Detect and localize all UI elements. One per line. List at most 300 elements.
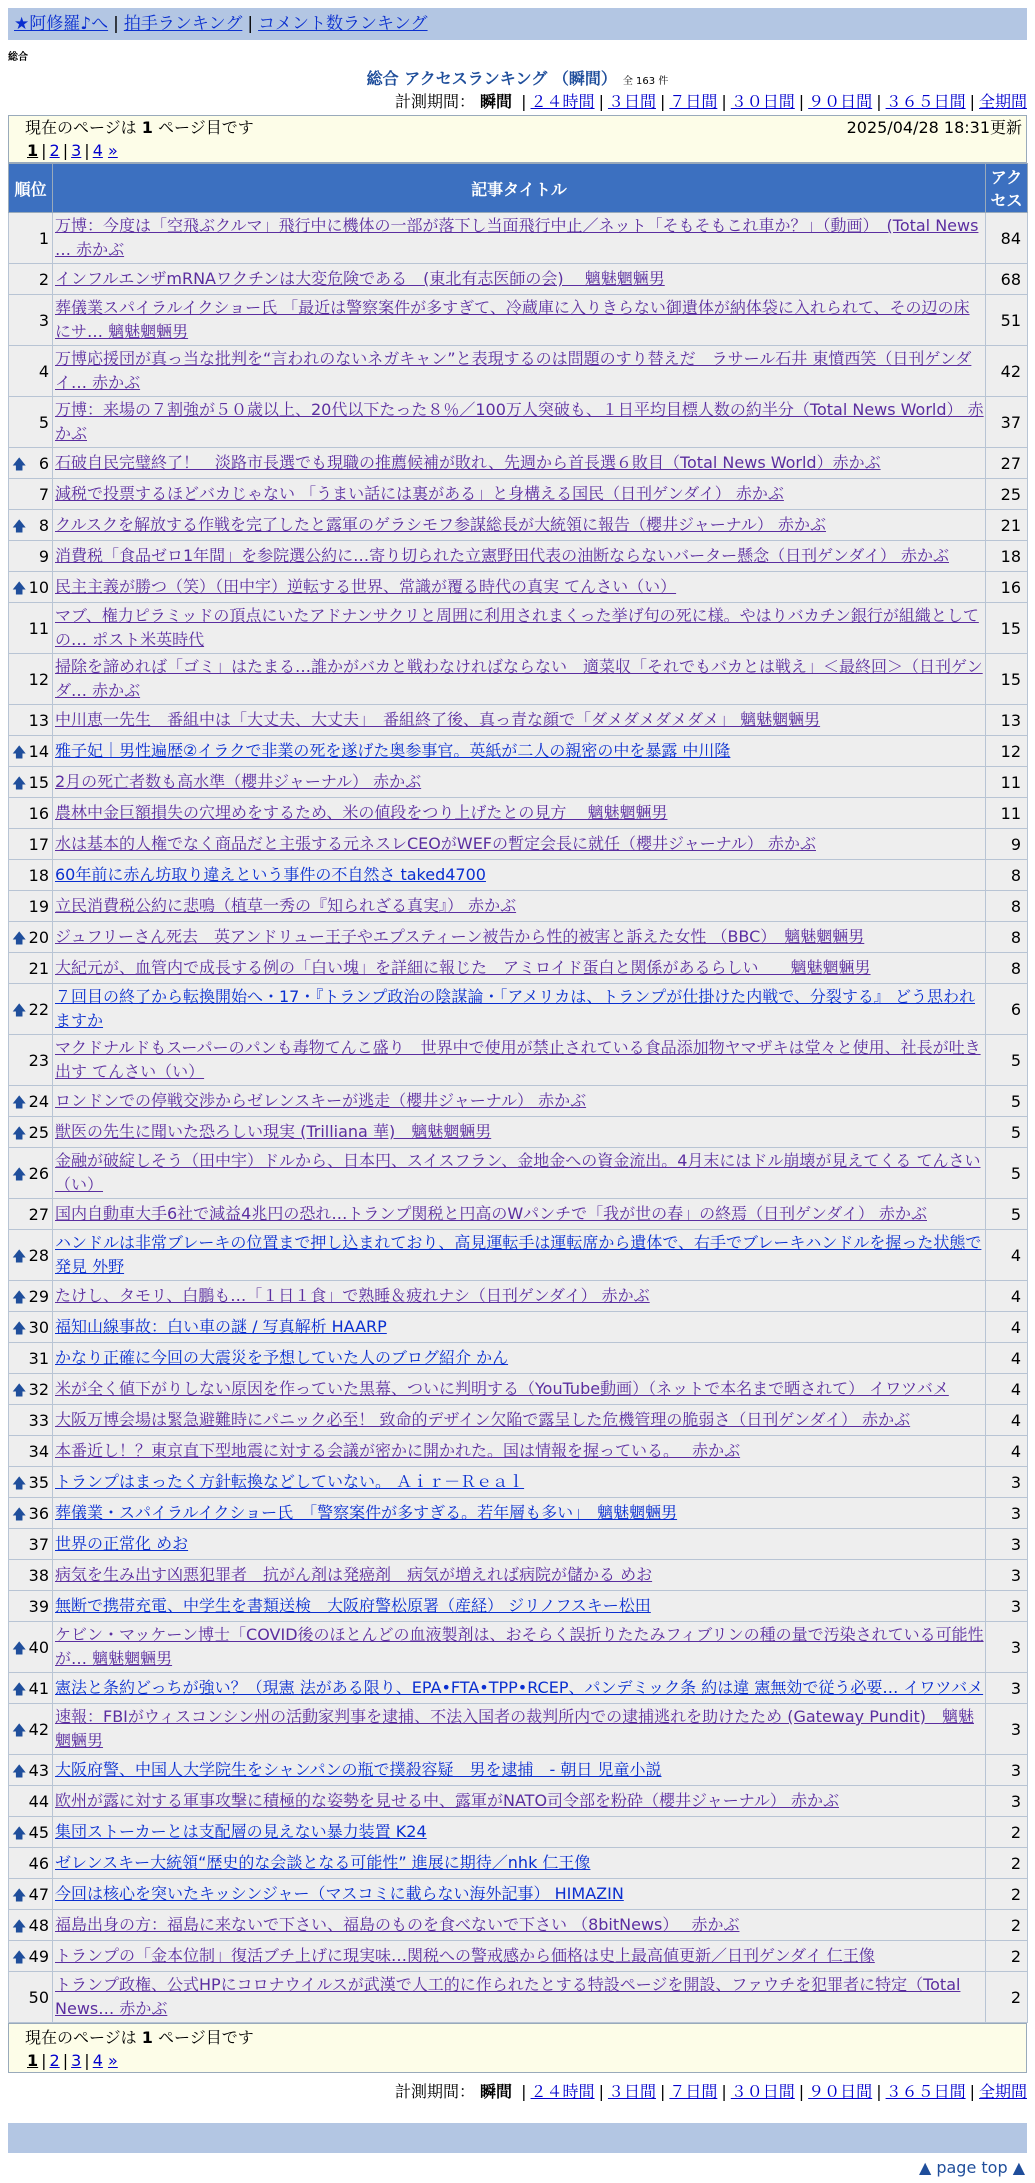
- pager-page-link[interactable]: 2: [49, 2051, 60, 2070]
- period-separator: |: [659, 92, 666, 111]
- rank-number: 23: [28, 1050, 49, 1070]
- article-title-link[interactable]: 大阪万博会場は緊急避難時にパニック必至！ 致命的デザイン欠陥で露呈した危機管理の脆弱さ（日刊ゲンダイ） 赤かぶ: [55, 1410, 911, 1429]
- ranking-row: [9, 829, 1028, 860]
- title-cell: [53, 1817, 986, 1848]
- rank-cell: [9, 346, 53, 397]
- rank-up-arrow-icon: 🡅: [12, 1887, 27, 1904]
- period-link[interactable]: ７日間: [669, 2082, 718, 2101]
- rank-cell: [9, 1972, 53, 2023]
- access-count: 12: [986, 736, 1028, 767]
- article-title-link[interactable]: 病気を生み出す凶悪犯罪者 抗がん剤は発癌剤 病気が増えれば病院が儲かる めお: [55, 1565, 653, 1584]
- article-title-link[interactable]: 米が全く値下がりしない原因を作っていた黒幕、ついに判明する（YouTube動画）（ネットで本名まで晒されて） イワツバメ: [55, 1379, 949, 1398]
- access-count: 8: [986, 922, 1028, 953]
- title-cell: [53, 767, 986, 798]
- article-title-link[interactable]: 万博：来場の７割強が５０歳以上、20代以下たった８％／100万人突破も、１日平均目標人数の約半分（Total News World） 赤かぶ: [55, 400, 984, 443]
- article-title-link[interactable]: 無断で携帯充電、中学生を書類送検 大阪府警松原署（産経） ジリノフスキー松田: [55, 1596, 651, 1615]
- access-count: 5: [986, 1035, 1028, 1086]
- rank-cell: [9, 541, 53, 572]
- access-count: 4: [986, 1230, 1028, 1281]
- period-separator: |: [798, 2082, 805, 2101]
- rank-number: 35: [28, 1472, 49, 1492]
- page-indicator-bottom: 現在のページは 1 ページ目です: [25, 2028, 254, 2047]
- rank-cell: [9, 767, 53, 798]
- title-cell: [53, 1467, 986, 1498]
- period-selector-bottom: [8, 2079, 1027, 2105]
- nav-home-link[interactable]: ★阿修羅♪へ: [14, 14, 109, 34]
- article-title-link[interactable]: 葬儀業・スパイラルイクショー氏 「警察案件が多すぎる。若年層も多い」 魑魅魍魎男: [55, 1503, 678, 1522]
- ranking-row: [9, 1148, 1028, 1199]
- rank-cell: [9, 1941, 53, 1972]
- rank-number: 10: [28, 577, 49, 597]
- ranking-row: [9, 1374, 1028, 1405]
- rank-number: 47: [28, 1884, 49, 1904]
- rank-cell: [9, 1312, 53, 1343]
- ranking-row: [9, 1343, 1028, 1374]
- pager-separator: |: [41, 2051, 47, 2070]
- page-top-link[interactable]: ▲ page top ▲: [918, 2158, 1025, 2177]
- ranking-row: [9, 213, 1028, 264]
- title-cell: [53, 798, 986, 829]
- ranking-row: [9, 1591, 1028, 1622]
- title-cell: [53, 1622, 986, 1673]
- rank-cell: [9, 1148, 53, 1199]
- title-cell: [53, 541, 986, 572]
- ranking-row: [9, 736, 1028, 767]
- title-cell: [53, 1972, 986, 2023]
- rank-cell: [9, 1673, 53, 1704]
- period-separator: |: [721, 92, 727, 111]
- ranking-row: [9, 1086, 1028, 1117]
- article-title-link[interactable]: 今回は核心を突いたキッシンジャー（マスコミに載らない海外記事） HIMAZIN: [55, 1884, 624, 1903]
- access-count: 18: [986, 541, 1028, 572]
- period-separator: |: [598, 2082, 604, 2101]
- access-count: 2: [986, 1941, 1028, 1972]
- access-count: 2: [986, 1817, 1028, 1848]
- ranking-row: [9, 1704, 1028, 1755]
- rank-cell: [9, 1704, 53, 1755]
- article-title-link[interactable]: ケビン・マッケーン博士「COVID後のほとんどの血液製剤は、おそらく誤折りたたみフィブリンの種の量で汚染されている可能性が… 魑魅魍魎男: [55, 1625, 984, 1668]
- rank-number: 12: [28, 669, 49, 689]
- pager-next-link[interactable]: »: [107, 2051, 118, 2070]
- rank-number: 32: [28, 1379, 49, 1399]
- access-count: 15: [986, 603, 1028, 654]
- article-title-link[interactable]: ゼレンスキー大統領“歴史的な会談となる可能性” 進展に期待／nhk 仁王像: [55, 1853, 591, 1872]
- page: [8, 8, 1027, 2183]
- article-title-link[interactable]: トランプの「金本位制」復活ブチ上げに現実味…関税への警戒感から価格は史上最高値更新／日刊ゲンダイ 仁王像: [55, 1946, 875, 1965]
- access-count: 5: [986, 1117, 1028, 1148]
- ranking-row: [9, 479, 1028, 510]
- rank-number: 14: [28, 741, 49, 761]
- rank-up-arrow-icon: 🡅: [12, 1382, 27, 1399]
- title-cell: [53, 1673, 986, 1704]
- article-title-link[interactable]: 水は基本的人権でなく商品だと主張する元ネスレCEOがWEFの暫定会長に就任（櫻井ジャーナル） 赤かぶ: [55, 834, 816, 853]
- rank-number: 33: [28, 1410, 49, 1430]
- ranking-row: [9, 1498, 1028, 1529]
- article-title-link[interactable]: かなり正確に今回の大震災を予想していた人のブログ紹介 かん: [55, 1348, 509, 1367]
- pager-separator: |: [84, 2051, 90, 2070]
- title-cell: [53, 829, 986, 860]
- period-separator: |: [598, 92, 604, 111]
- article-title-link[interactable]: 速報：FBIがウィスコンシン州の活動家判事を逮捕、不法入国者の裁判所内での逮捕逃れを助けたため (Gateway Pundit) 魑魅魍魎男: [55, 1707, 974, 1750]
- article-title-link[interactable]: 欧州が露に対する軍事攻撃に積極的な姿勢を見せる中、露軍がNATO司令部を粉砕（櫻井ジャーナル） 赤かぶ: [55, 1791, 840, 1810]
- pager-next-link[interactable]: »: [107, 141, 118, 160]
- pager-top: [9, 140, 1026, 162]
- access-count: 3: [986, 1673, 1028, 1704]
- access-count: 6: [986, 984, 1028, 1035]
- access-count: 4: [986, 1312, 1028, 1343]
- rank-number: 18: [28, 865, 49, 885]
- title-cell: [53, 1281, 986, 1312]
- rank-number: 11: [28, 618, 49, 638]
- period-link[interactable]: ９０日間: [808, 92, 873, 111]
- access-count: 5: [986, 1148, 1028, 1199]
- article-title-link[interactable]: 農林中金巨額損失の穴埋めをするため、米の値段をつり上げたとの見方 魑魅魍魎男: [55, 803, 668, 822]
- rank-cell: [9, 295, 53, 346]
- rank-number: 3: [38, 310, 49, 330]
- article-title-link[interactable]: 世界の正常化 めお: [55, 1534, 189, 1553]
- access-count: 37: [986, 397, 1028, 448]
- title-cell: [53, 891, 986, 922]
- article-title-link[interactable]: 民主主義が勝つ（笑）（田中宇）逆転する世界、常識が覆る時代の真実 てんさい（い）: [55, 577, 677, 596]
- pager-page-link[interactable]: 3: [71, 2051, 82, 2070]
- ranking-row: [9, 1786, 1028, 1817]
- article-title-link[interactable]: トランプはまったく方針転換などしていない。 Ａｉｒ－Ｒｅａｌ: [55, 1472, 525, 1491]
- article-title-link[interactable]: ７回目の終了から転換開始へ・17・『トランプ政治の陰謀論・「アメリカは、トランプが仕掛けた内戦で、分裂する』 どう思われますか: [55, 987, 976, 1030]
- rank-number: 34: [28, 1441, 49, 1461]
- article-title-link[interactable]: 集団ストーカーとは支配層の見えない暴力装置 K24: [55, 1822, 427, 1841]
- title-cell: [53, 1704, 986, 1755]
- rank-cell: [9, 1786, 53, 1817]
- ranking-row: [9, 1117, 1028, 1148]
- period-separator: |: [659, 2082, 666, 2101]
- period-separator: |: [969, 2082, 975, 2101]
- access-count: 4: [986, 1343, 1028, 1374]
- access-count: 4: [986, 1281, 1028, 1312]
- period-separator: |: [969, 92, 975, 111]
- title-cell: [53, 1117, 986, 1148]
- title-cell: [53, 1786, 986, 1817]
- rank-cell: [9, 1622, 53, 1673]
- ranking-row: [9, 603, 1028, 654]
- article-title-link[interactable]: 立民消費税公約に悲鳴（植草一秀の『知られざる真実』） 赤かぶ: [55, 896, 517, 915]
- title-cell: [53, 397, 986, 448]
- rank-cell: [9, 953, 53, 984]
- rank-number: 31: [28, 1348, 49, 1368]
- period-link[interactable]: 全期間: [978, 2082, 1027, 2101]
- access-count: 4: [986, 1405, 1028, 1436]
- rank-cell: [9, 1035, 53, 1086]
- pager-page-link[interactable]: 3: [71, 141, 82, 160]
- rank-cell: [9, 829, 53, 860]
- title-cell: [53, 736, 986, 767]
- ranking-row: [9, 767, 1028, 798]
- rank-number: 43: [28, 1760, 49, 1780]
- rank-up-arrow-icon: 🡅: [12, 580, 27, 597]
- info-box-top: [8, 115, 1027, 163]
- title-cell: [53, 1755, 986, 1786]
- period-link[interactable]: ２４時間: [530, 92, 595, 111]
- rank-cell: [9, 1879, 53, 1910]
- rank-up-arrow-icon: 🡅: [12, 1289, 27, 1306]
- ranking-row: [9, 346, 1028, 397]
- ranking-row: [9, 1941, 1028, 1972]
- rank-header: 順位: [9, 164, 53, 213]
- rank-number: 5: [38, 412, 49, 432]
- title-cell: [53, 1848, 986, 1879]
- info-box-bottom: [8, 2023, 1027, 2073]
- page-top: [8, 2153, 1027, 2183]
- rank-cell: [9, 479, 53, 510]
- title-cell: [53, 1374, 986, 1405]
- ranking-row: [9, 1199, 1028, 1230]
- access-count: 21: [986, 510, 1028, 541]
- rank-up-arrow-icon: 🡅: [12, 456, 27, 473]
- article-title-link[interactable]: 万博応援団が真っ当な批判を“言われのないネガキャン”と表現するのは問題のすり替えだ ラサール石井 東憤西笑（日刊ゲンダイ… 赤かぶ: [55, 349, 972, 392]
- article-title-link[interactable]: ジュフリーさん死去 英アンドリュー王子やエプスティーン被告から性的被害と訴えた女性 （BBC） 魑魅魍魎男: [55, 927, 865, 946]
- rank-up-arrow-icon: 🡅: [12, 1320, 27, 1337]
- rank-cell: [9, 1529, 53, 1560]
- rank-up-arrow-icon: 🡅: [12, 518, 27, 535]
- article-title-link[interactable]: マブ、権力ピラミッドの頂点にいたアドナンサクリと周囲に利用されまくった挙げ句の死に様。やはりバカチン銀行が組織としての… ポスト米英時代: [55, 606, 979, 649]
- access-count: 5: [986, 1199, 1028, 1230]
- ranking-row: [9, 1848, 1028, 1879]
- pager-current: 1: [27, 2051, 39, 2070]
- title-cell: [53, 510, 986, 541]
- article-title-link[interactable]: 減税で投票するほどバカじゃない 「うまい話には裏がある」と身構える国民（日刊ゲンダイ） 赤かぶ: [55, 484, 784, 503]
- article-title-link[interactable]: インフルエンザmRNAワクチンは大変危険である (東北有志医師の会) 魑魅魍魎男: [55, 269, 665, 288]
- rank-cell: [9, 1086, 53, 1117]
- rank-up-arrow-icon: 🡅: [12, 1248, 27, 1265]
- access-count: 2: [986, 1879, 1028, 1910]
- article-title-link[interactable]: 掃除を諦めれば「ゴミ」はたまる…誰かがバカと戦わなければならない 適菜収「それでもバカとは戦え」＜最終回＞（日刊ゲンダ… 赤かぶ: [55, 657, 983, 700]
- rank-cell: [9, 1848, 53, 1879]
- pager-separator: |: [84, 141, 90, 160]
- article-title-link[interactable]: 国内自動車大手6社で減益4兆円の恐れ…トランプ関税と円高のWパンチで「我が世の春」の終焉（日刊ゲンダイ） 赤かぶ: [55, 1204, 927, 1223]
- rank-number: 4: [38, 361, 49, 381]
- rank-cell: [9, 1230, 53, 1281]
- article-title-link[interactable]: ハンドルは非常ブレーキの位置まで押し込まれており、高見運転手は運転席から遺体で、右手でブレーキハンドルを握った状態で発見 外野: [55, 1233, 982, 1276]
- title-cell: [53, 572, 986, 603]
- title-cell: [53, 479, 986, 510]
- rank-up-arrow-icon: 🡅: [12, 1002, 27, 1019]
- article-title-link[interactable]: 60年前に赤ん坊取り違えという事件の不自然さ taked4700: [55, 865, 486, 884]
- title-cell: [53, 654, 986, 705]
- period-link[interactable]: ２４時間: [530, 2082, 595, 2101]
- rank-number: 44: [28, 1791, 49, 1811]
- article-title-link[interactable]: 憲法と条約どっちが強い？（現憲 法がある限り、EPA•FTA•TPP•RCEP、パンデミック条 約は違 憲無効で従う必要… イワツバメ: [55, 1678, 984, 1697]
- rank-cell: [9, 603, 53, 654]
- article-title-link[interactable]: 葬儀業スパイラルイクショー氏 「最近は警察案件が多すぎて、冷蔵庫に入りきらない御遺体が納体袋に入れられて、その辺の床にサ… 魑魅魍魎男: [55, 298, 970, 341]
- rank-up-arrow-icon: 🡅: [12, 930, 27, 947]
- period-link[interactable]: 全期間: [978, 92, 1027, 111]
- period-separator: |: [521, 92, 527, 111]
- access-count: 11: [986, 767, 1028, 798]
- period-link[interactable]: ３６５日間: [885, 2082, 966, 2101]
- access-count: 3: [986, 1529, 1028, 1560]
- period-separator: |: [876, 2082, 882, 2101]
- top-nav: [8, 8, 1027, 40]
- article-title-link[interactable]: たけし、タモリ、白鵬も…「１日１食」で熟睡＆疲れナシ（日刊ゲンダイ） 赤かぶ: [55, 1286, 650, 1305]
- article-title-link[interactable]: マクドナルドもスーパーのパンも毒物てんこ盛り 世界中で使用が禁止されている食品添加物ヤマザキは堂々と使用、社長が吐き出す てんさい（い）: [55, 1038, 981, 1081]
- rank-cell: [9, 397, 53, 448]
- article-title-link[interactable]: クルスクを解放する作戦を完了したと露軍のゲラシモフ参謀総長が大統領に報告（櫻井ジャーナル） 赤かぶ: [55, 515, 827, 534]
- article-title-link[interactable]: 万博：今度は「空飛ぶクルマ」飛行中に機体の一部が落下し当面飛行中止／ネット「そもそもこれ車か？」（動画） (Total News … 赤かぶ: [55, 216, 979, 259]
- ranking-row: [9, 1230, 1028, 1281]
- rank-number: 46: [28, 1853, 49, 1873]
- rank-cell: [9, 654, 53, 705]
- article-title-link[interactable]: ロンドンでの停戦交渉からゼレンスキーが逃走（櫻井ジャーナル） 赤かぶ: [55, 1091, 587, 1110]
- title-cell: [53, 1199, 986, 1230]
- ranking-row: [9, 1281, 1028, 1312]
- rank-up-arrow-icon: 🡅: [12, 1722, 27, 1739]
- rank-number: 24: [28, 1091, 49, 1111]
- rank-number: 42: [28, 1719, 49, 1739]
- rank-up-arrow-icon: 🡅: [12, 775, 27, 792]
- article-title-link[interactable]: 獣医の先生に聞いた恐ろしい現実 (Trilliana 華) 魑魅魍魎男: [55, 1122, 492, 1141]
- ranking-row: [9, 1529, 1028, 1560]
- nav-comment-ranking-link[interactable]: コメント数ランキング: [258, 14, 428, 34]
- rank-number: 22: [28, 999, 49, 1019]
- rank-cell: [9, 213, 53, 264]
- rank-cell: [9, 448, 53, 479]
- article-title-link[interactable]: 消費税「食品ゼロ1年間」を参院選公約に…寄り切られた立憲野田代表の油断ならないバーター懸念（日刊ゲンダイ） 赤かぶ: [55, 546, 949, 565]
- rank-number: 36: [28, 1503, 49, 1523]
- article-title-link[interactable]: 2月の死亡者数も高水準（櫻井ジャーナル） 赤かぶ: [55, 772, 422, 791]
- article-title-link[interactable]: 石破自民完璧終了！ 淡路市長選でも現職の推薦候補が敗れ、先週から首長選６敗目（Total News World）赤かぶ: [55, 453, 881, 472]
- period-link[interactable]: ３日間: [607, 92, 656, 111]
- access-count: 27: [986, 448, 1028, 479]
- article-title-link[interactable]: 本番近し！？東京直下型地震に対する会議が密かに開かれた。国は情報を握っている。 赤かぶ: [55, 1441, 741, 1460]
- access-count: 25: [986, 479, 1028, 510]
- rank-up-arrow-icon: 🡅: [12, 1125, 27, 1142]
- pager-page-link[interactable]: 4: [92, 2051, 103, 2070]
- period-current: 瞬間: [480, 92, 513, 111]
- rank-cell: [9, 1374, 53, 1405]
- count-header: アクセス: [986, 164, 1028, 213]
- rank-cell: [9, 264, 53, 295]
- updated-time: 2025/04/28 18:31更新: [846, 118, 1022, 137]
- rank-cell: [9, 1343, 53, 1374]
- pager-bottom: [9, 2050, 1026, 2072]
- rank-number: 26: [28, 1163, 49, 1183]
- access-count: 3: [986, 1591, 1028, 1622]
- ranking-table: [8, 163, 1028, 2023]
- ranking-row: [9, 264, 1028, 295]
- total-count: 全 163 件: [622, 76, 669, 87]
- rank-number: 39: [28, 1596, 49, 1616]
- period-separator: |: [876, 92, 882, 111]
- title-cell: [53, 1405, 986, 1436]
- rank-number: 20: [28, 927, 49, 947]
- pager-separator: |: [62, 141, 69, 160]
- title-cell: [53, 1312, 986, 1343]
- rank-cell: [9, 572, 53, 603]
- period-separator: |: [521, 2082, 527, 2101]
- rank-number: 9: [38, 546, 49, 566]
- access-count: 8: [986, 860, 1028, 891]
- rank-number: 6: [38, 453, 49, 473]
- ranking-row: [9, 984, 1028, 1035]
- ranking-row: [9, 1436, 1028, 1467]
- rank-up-arrow-icon: 🡅: [12, 1640, 27, 1657]
- ranking-row: [9, 448, 1028, 479]
- article-title-link[interactable]: 大阪府警、中国人大学院生をシャンパンの瓶で撲殺容疑 男を逮捕 - 朝日 児童小説: [55, 1760, 662, 1779]
- rank-number: 7: [38, 484, 49, 504]
- pager-page-link[interactable]: 4: [92, 141, 103, 160]
- rank-up-arrow-icon: 🡅: [12, 1094, 27, 1111]
- ranking-row: [9, 1405, 1028, 1436]
- period-label: 計測期間：: [394, 92, 475, 111]
- title-cell: [53, 1436, 986, 1467]
- rank-up-arrow-icon: 🡅: [12, 1825, 27, 1842]
- rank-number: 13: [28, 710, 49, 730]
- article-title-link[interactable]: 中川恵一先生 番組中は「大丈夫、大丈夫」 番組終了後、真っ青な顔で「ダメダメダメダメ」 魑魅魍魎男: [55, 710, 821, 729]
- ranking-row: [9, 541, 1028, 572]
- rank-up-arrow-icon: 🡅: [12, 1166, 27, 1183]
- title-cell: [53, 1086, 986, 1117]
- title-cell: [53, 1910, 986, 1941]
- ranking-row: [9, 1755, 1028, 1786]
- article-title-link[interactable]: 雅子妃｜男性遍歴②イラクで非業の死を遂げた奥参事官。英紙が二人の親密の中を暴露 中川隆: [55, 741, 731, 760]
- title-cell: [53, 448, 986, 479]
- period-link[interactable]: ７日間: [669, 92, 718, 111]
- period-link[interactable]: ３０日間: [730, 2082, 795, 2101]
- rank-cell: [9, 1117, 53, 1148]
- article-title-link[interactable]: 福島出身の方：福島に来ないで下さい、福島のものを食べないで下さい （8bitNews） 赤かぶ: [55, 1915, 740, 1934]
- title-cell: [53, 295, 986, 346]
- period-link[interactable]: ９０日間: [808, 2082, 873, 2101]
- access-count: 16: [986, 572, 1028, 603]
- rank-number: 29: [28, 1286, 49, 1306]
- title-cell: [53, 213, 986, 264]
- rank-cell: [9, 1591, 53, 1622]
- article-title-link[interactable]: トランプ政権、公式HPにコロナウイルスが武漢で人工的に作られたとする特設ページを開設、ファウチを犯罪者に特定（Total News… 赤かぶ: [55, 1975, 961, 2018]
- access-count: 3: [986, 1786, 1028, 1817]
- rank-number: 16: [28, 803, 49, 823]
- period-separator: |: [798, 92, 805, 111]
- rank-number: 30: [28, 1317, 49, 1337]
- period-current: 瞬間: [480, 2082, 513, 2101]
- page-title: 総合 アクセスランキング （瞬間）: [366, 69, 617, 88]
- period-link[interactable]: ３６５日間: [885, 92, 966, 111]
- period-link[interactable]: ３日間: [607, 2082, 656, 2101]
- title-cell: [53, 1498, 986, 1529]
- rank-up-arrow-icon: 🡅: [12, 744, 27, 761]
- article-title-link[interactable]: 金融が破綻しそう（田中宇）ドルから、日本円、スイスフラン、金地金への資金流出。4月末にはドル崩壊が見えてくる てんさい（い）: [55, 1151, 981, 1194]
- article-title-link[interactable]: 大紀元が、血管内で成長する例の「白い塊」を詳細に報じた アミロイド蛋白と関係があるらしい 魑魅魍魎男: [55, 958, 871, 977]
- access-count: 3: [986, 1498, 1028, 1529]
- ranking-row: [9, 1673, 1028, 1704]
- access-count: 51: [986, 295, 1028, 346]
- rank-number: 19: [28, 896, 49, 916]
- access-count: 3: [986, 1467, 1028, 1498]
- rank-cell: [9, 798, 53, 829]
- title-cell: [53, 1343, 986, 1374]
- title-cell: [53, 953, 986, 984]
- nav-applause-ranking-link[interactable]: 拍手ランキング: [123, 14, 243, 34]
- ranking-row: [9, 1560, 1028, 1591]
- pager-page-link[interactable]: 2: [49, 141, 60, 160]
- title-cell: [53, 1230, 986, 1281]
- period-link[interactable]: ３０日間: [730, 92, 795, 111]
- ranking-row: [9, 1312, 1028, 1343]
- title-cell: [53, 1941, 986, 1972]
- article-title-link[interactable]: 福知山線事故：白い車の謎 / 写真解析 HAARP: [55, 1317, 387, 1336]
- access-count: 2: [986, 1848, 1028, 1879]
- period-links: [517, 92, 1027, 111]
- rank-cell: [9, 984, 53, 1035]
- access-count: 15: [986, 654, 1028, 705]
